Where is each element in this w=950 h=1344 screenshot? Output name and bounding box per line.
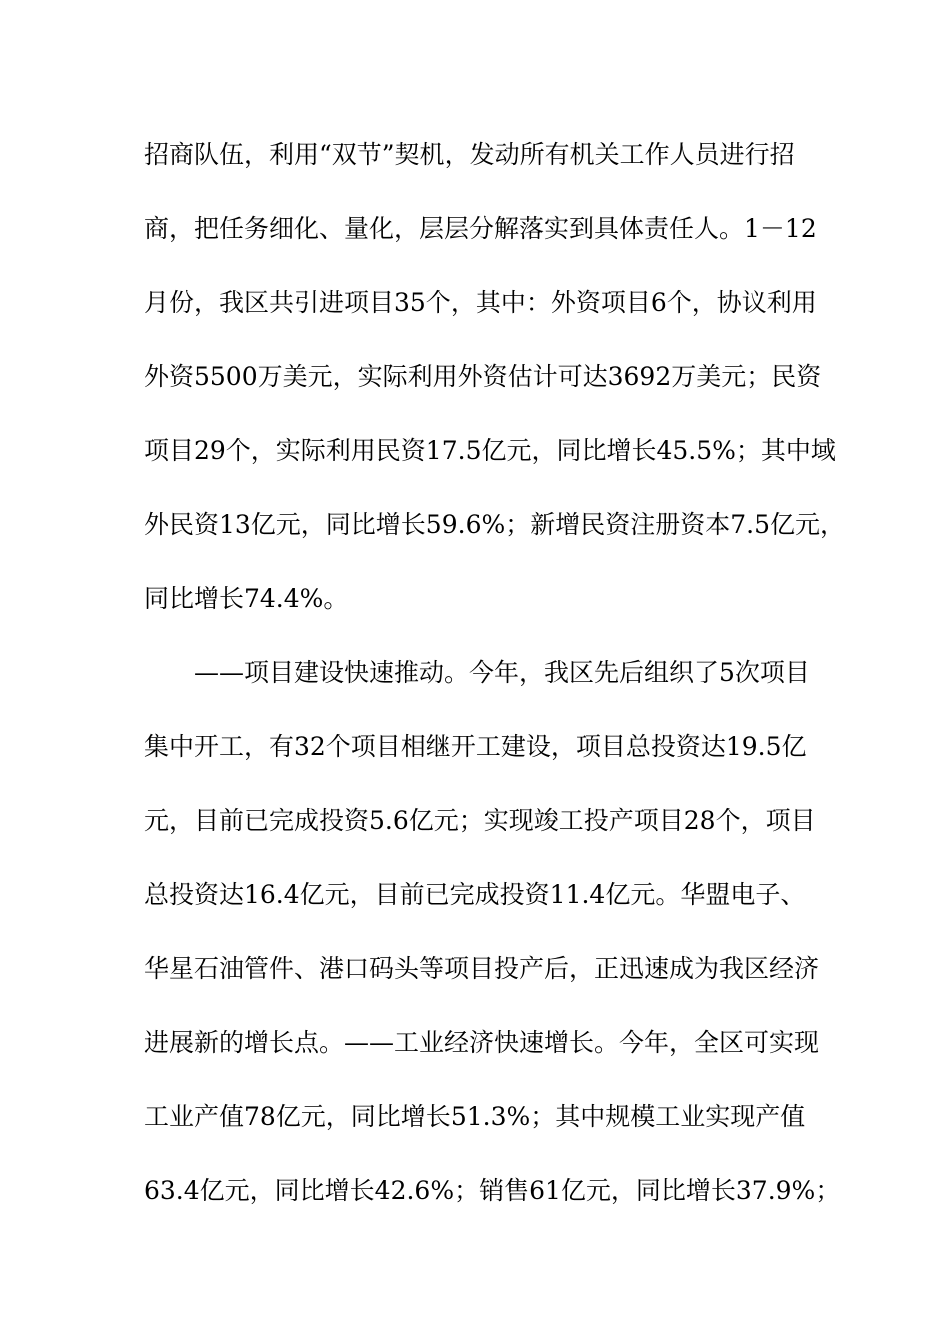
text-line: 项目29个，实际利用民资17.5亿元，同比增长45.5%；其中域 — [144, 436, 836, 465]
text-line: 元，目前已完成投资5.6亿元；实现竣工投产项目28个，项目 — [144, 806, 816, 835]
text-line: 华星石油管件、港口码头等项目投产后，正迅速成为我区经济 — [144, 954, 820, 983]
text-line: 同比增长74.4%。 — [144, 584, 349, 613]
text-line: 总投资达16.4亿元，目前已完成投资11.4亿元。华盟电子、 — [144, 880, 806, 909]
text-line: 集中开工，有32个项目相继开工建设，项目总投资达19.5亿 — [144, 732, 807, 761]
text-line: ——项目建设快速推动。今年，我区先后组织了5次项目 — [144, 658, 810, 687]
paragraph-investment-attraction — [144, 118, 845, 636]
text-line: 月份，我区共引进项目35个，其中：外资项目6个，协议利用 — [144, 288, 817, 317]
text-line: 外资5500万美元，实际利用外资估计可达3692万美元；民资 — [144, 362, 822, 391]
text-line: 进展新的增长点。——工业经济快速增长。今年，全区可实现 — [144, 1028, 820, 1057]
text-line: 63.4亿元，同比增长42.6%；销售61亿元，同比增长37.9%； — [144, 1176, 841, 1205]
text-line: 工业产值78亿元，同比增长51.3%；其中规模工业实现产值 — [144, 1102, 806, 1131]
text-line: 外民资13亿元，同比增长59.6%；新增民资注册资本7.5亿元， — [144, 510, 845, 539]
text-line: 招商队伍，利用“双节”契机，发动所有机关工作人员进行招 — [144, 140, 795, 169]
paragraph-project-construction — [144, 636, 841, 1228]
text-line: 商，把任务细化、量化，层层分解落实到具体责任人。1－12 — [144, 214, 817, 243]
